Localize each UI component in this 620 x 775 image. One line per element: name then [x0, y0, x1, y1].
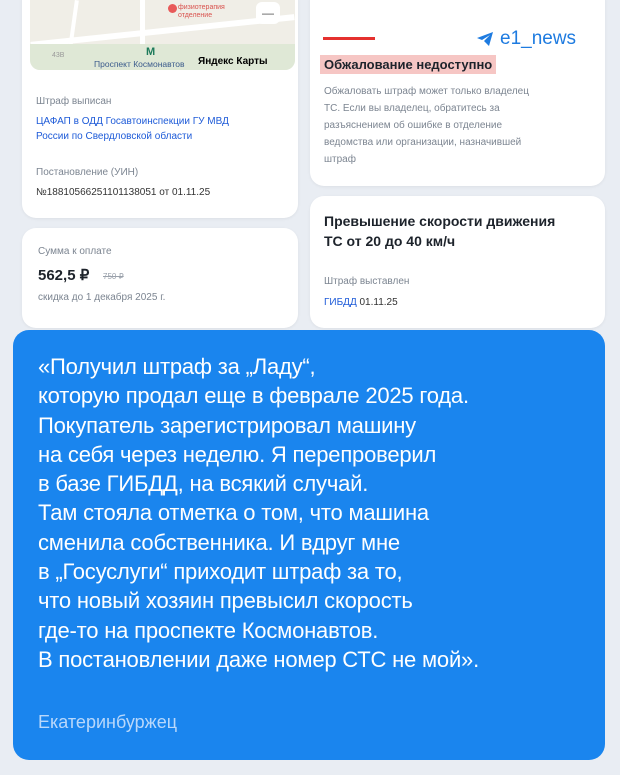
issuer-line-2[interactable]: России по Свердловской области — [36, 131, 193, 142]
yandex-maps-logo: Яндекс Карты — [198, 56, 268, 67]
appeal-title: Обжалование недоступно — [320, 55, 496, 74]
violation-title-1: Превышение скорости движения — [324, 213, 556, 229]
appeal-text-1: Обжаловать штраф может только владелец — [324, 86, 529, 97]
quote-line: которую продал еще в феврале 2025 года. — [38, 383, 469, 409]
quote-text — [38, 352, 593, 674]
quote-line: Там стояла отметка о том, что машина — [38, 500, 429, 526]
issued-label: Штраф выписан — [36, 96, 112, 107]
quote-line: В постановлении даже номер СТС не мой». — [38, 646, 479, 672]
brand-logo — [476, 28, 576, 50]
brand-name: e1_news — [500, 28, 577, 49]
quote-line: в „Госуслуги“ приходит штраф за то, — [38, 559, 403, 585]
issuer-line-1[interactable]: ЦАФАП в ОДД Госавтоинспекции ГУ МВД — [36, 116, 229, 127]
appeal-text-2: ТС. Если вы владелец, обратитесь за — [324, 103, 500, 114]
decree-value: №18810566251101138051 от 01.11.25 — [36, 187, 211, 198]
discount-note: скидка до 1 декабря 2025 г. — [38, 292, 166, 303]
violation-title-2: ТС от 20 до 40 км/ч — [324, 233, 456, 249]
quote-line: «Получил штраф за „Ладу“, — [38, 354, 316, 379]
quote-line: в базе ГИБДД, на всякий случай. — [38, 471, 369, 497]
telegram-icon — [476, 32, 494, 46]
map-poi-label: физиотерапия отделение — [178, 4, 225, 19]
map-pin-icon — [168, 4, 177, 13]
quote-line: что новый хозяин превысил скорость — [38, 588, 413, 614]
appeal-text-3: разъяснением об ошибке в отделение — [324, 120, 503, 131]
quote-line: на себя через неделю. Я перепроверил — [38, 441, 437, 467]
map-house-number: 43В — [52, 52, 65, 59]
set-label: Штраф выставлен — [324, 276, 410, 287]
amount-value: 562,5 ₽ — [38, 267, 90, 284]
quote-line: сменила собственника. И вдруг мне — [38, 529, 400, 555]
org-link[interactable]: ГИБДД — [324, 297, 357, 308]
decree-label: Постановление (УИН) — [36, 167, 139, 178]
map-close-icon[interactable]: — — [256, 2, 280, 24]
red-accent-bar — [323, 37, 375, 40]
amount-label: Сумма к оплате — [38, 246, 112, 257]
appeal-text-4: ведомства или организации, назначившей — [324, 137, 522, 148]
quote-line: Покупатель зарегистрировал машину — [38, 412, 416, 438]
map-marker-icon: M — [146, 46, 156, 58]
old-amount: 750 ₽ — [103, 272, 124, 281]
map-preview[interactable] — [30, 0, 295, 70]
quote-author: Екатеринбуржец — [38, 712, 178, 732]
appeal-text-5: штраф — [324, 154, 356, 165]
quote-line: где-то на проспекте Космонавтов. — [38, 617, 379, 643]
map-street-label: Проспект Космонавтов — [94, 59, 185, 69]
violation-date: 01.11.25 — [359, 297, 398, 308]
